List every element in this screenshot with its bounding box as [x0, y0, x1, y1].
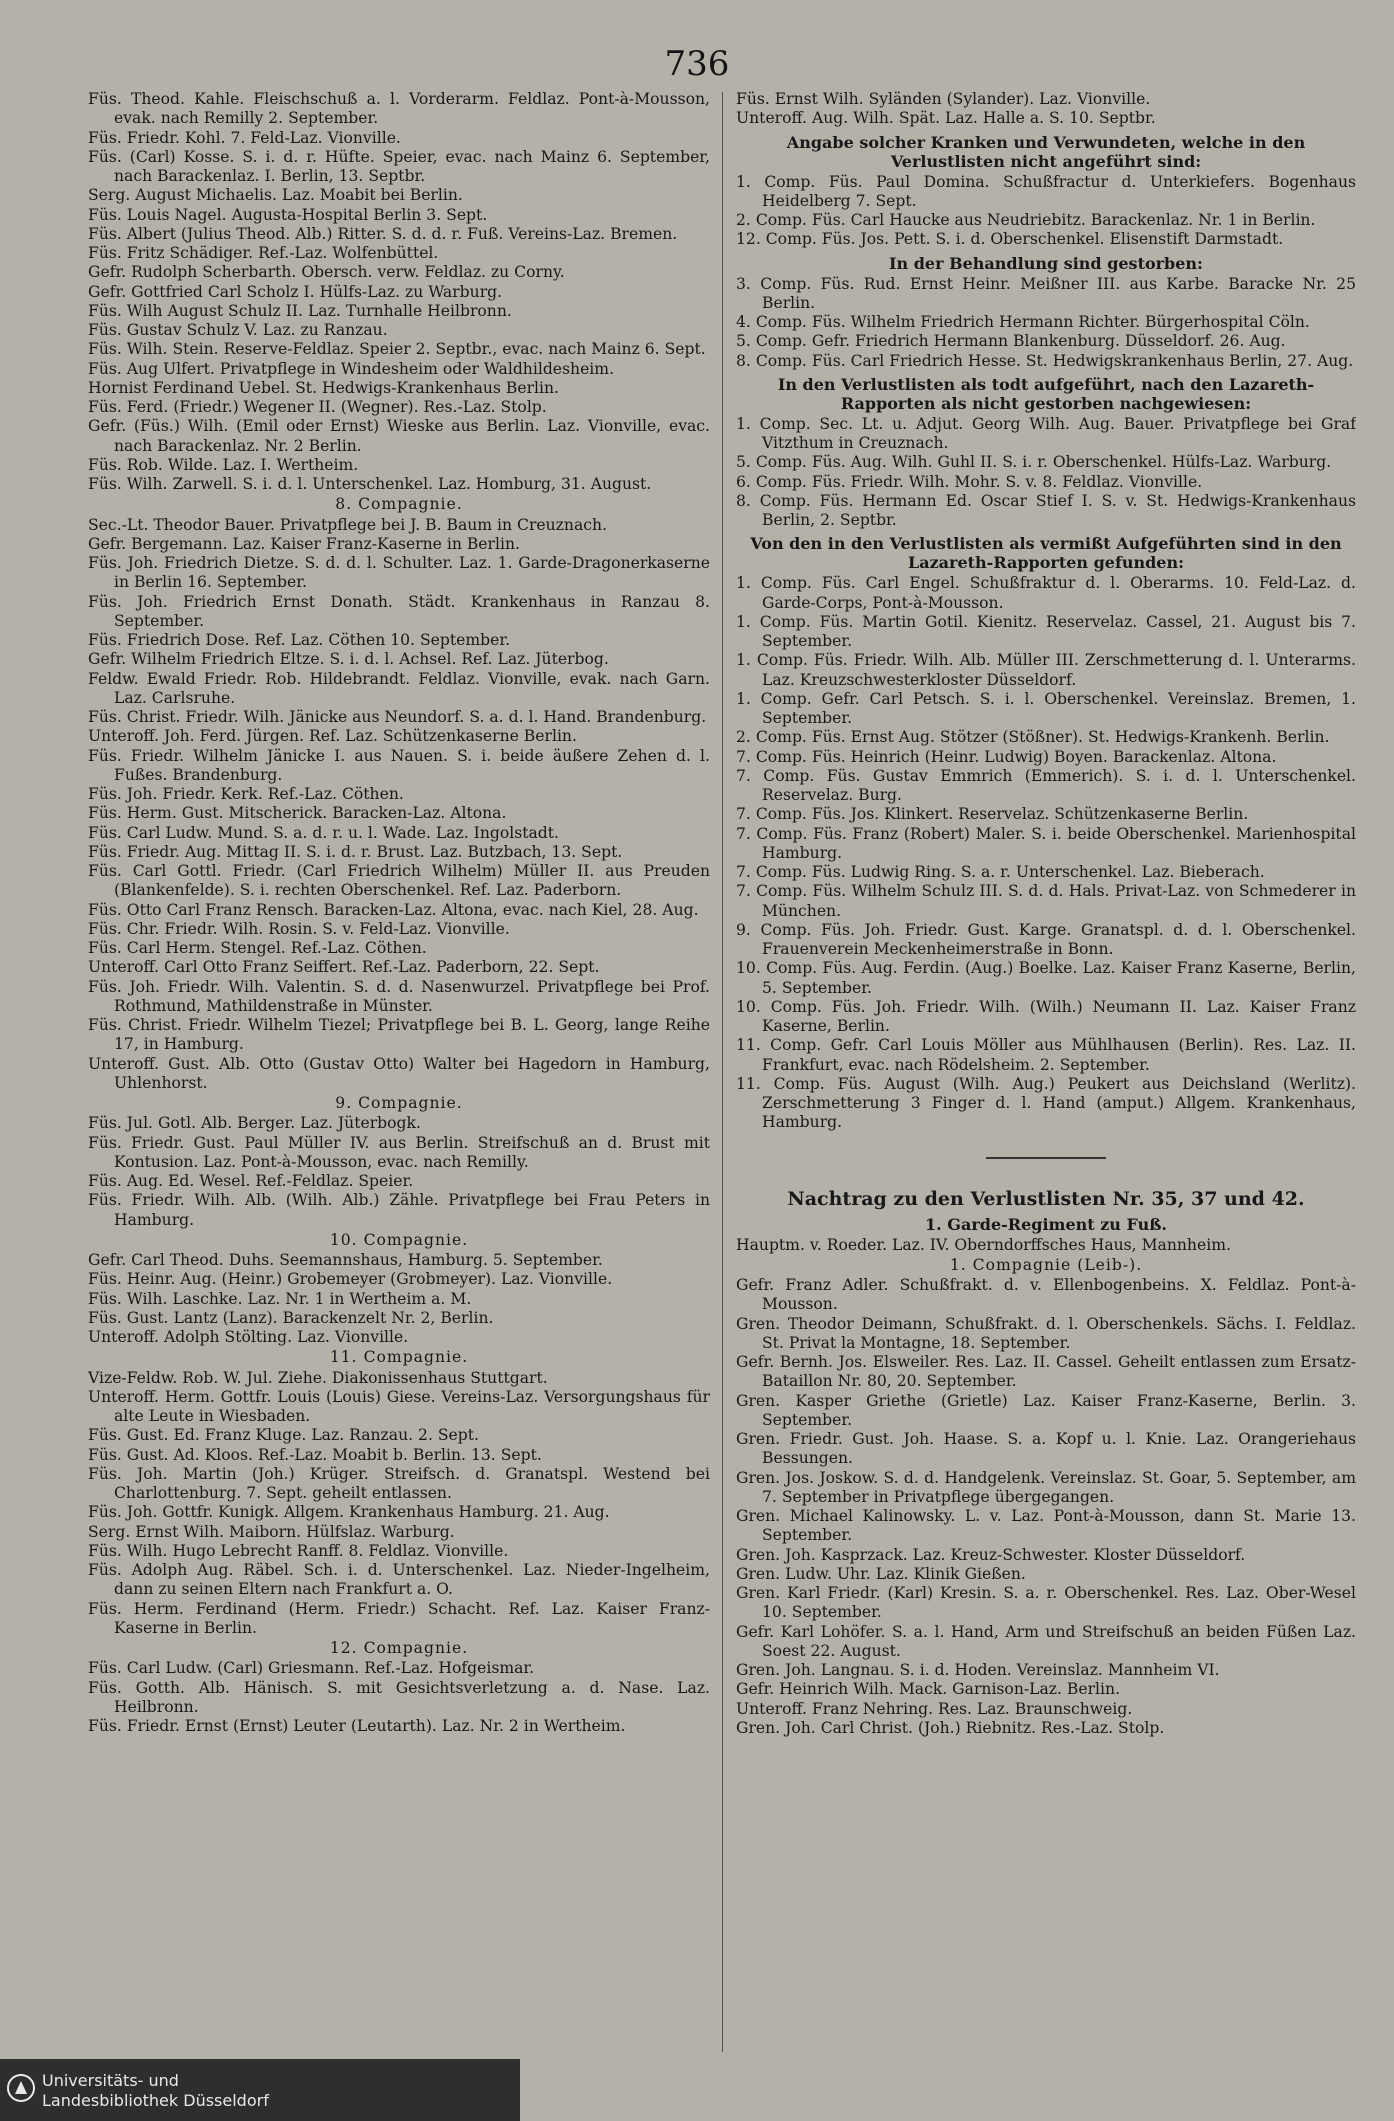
- list-entry: Füs. Gust. Ed. Franz Kluge. Laz. Ranzau. 2. Sept.: [88, 1426, 479, 1445]
- list-entry: Füs. Carl Ludw. Mund. S. a. d. r. u. l. Wade. Laz. Ingolstadt.: [88, 823, 560, 842]
- list-entry: Füs. Gust. Ad. Kloos. Ref.-Laz. Moabit b. Berlin. 13. Sept.: [88, 1445, 542, 1464]
- page-number: 736: [664, 44, 730, 84]
- list-entry: 1. Comp. Füs. Paul Domina. Schußfractur d. Unterkiefers. Bogenhaus Heidelberg 7. Sept.: [736, 172, 1356, 210]
- list-entry: Hornist Ferdinand Uebel. St. Hedwigs-Krankenhaus Berlin.: [88, 378, 560, 397]
- list-entry: 1. Comp. Füs. Martin Gotil. Kienitz. Reservelaz. Cassel, 21. August bis 7. September.: [736, 612, 1356, 650]
- list-entry: 12. Comp. Füs. Jos. Pett. S. i. d. Oberschenkel. Elisenstift Darmstadt.: [736, 230, 1284, 249]
- list-entry: Füs. Adolph Aug. Räbel. Sch. i. d. Unterschenkel. Laz. Nieder-Ingelheim, dann zu seinen Eltern nach Frankfurt a. O.: [88, 1561, 710, 1599]
- list-entry: 1. Comp. Gefr. Carl Petsch. S. i. l. Oberschenkel. Vereinslaz. Bremen, 1. September.: [736, 689, 1356, 727]
- list-entry: Gefr. Bergemann. Laz. Kaiser Franz-Kaserne in Berlin.: [88, 534, 520, 553]
- list-entry: Gren. Karl Friedr. (Karl) Kresin. S. a. r. Oberschenkel. Res. Laz. Ober-Wesel 10. September.: [736, 1584, 1356, 1622]
- list-entry: Unteroff. Gust. Alb. Otto (Gustav Otto) Walter bei Hagedorn in Hamburg, Uhlenhorst.: [88, 1054, 710, 1092]
- list-entry: 2. Comp. Füs. Carl Haucke aus Neudriebitz. Barackenlaz. Nr. 1 in Berlin.: [736, 211, 1316, 229]
- list-entry: 11. Comp. Gefr. Carl Louis Möller aus Mühlhausen (Berlin). Res. Laz. II. Frankfurt, evac. nach Rödelsheim. 2. September.: [736, 1036, 1356, 1074]
- list-entry: Gren. Theodor Deimann, Schußfrakt. d. l. Oberschenkels. Sächs. I. Feldlaz. St. Privat la Montagne, 18. September.: [736, 1314, 1356, 1352]
- list-entry: Gren. Ludw. Uhr. Laz. Klinik Gießen.: [736, 1564, 1026, 1583]
- supplement-heading: Nachtrag zu den Verlustlisten Nr. 35, 37 und 42.: [787, 1187, 1305, 1210]
- list-entry: 7. Comp. Füs. Franz (Robert) Maler. S. i. beide Oberschenkel. Marienhospital Hamburg.: [736, 824, 1356, 862]
- list-entry: 5. Comp. Gefr. Friedrich Hermann Blankenburg. Düsseldorf. 26. Aug.: [736, 332, 1286, 351]
- list-entry: Füs. Albert (Julius Theod. Alb.) Ritter. S. d. d. r. Fuß. Vereins-Laz. Bremen.: [88, 224, 678, 243]
- list-entry: Füs. (Carl) Kosse. S. i. d. r. Hüfte. Speier, evac. nach Mainz 6. September, nach Barackenlaz. I. Berlin, 13. Septbr.: [88, 147, 710, 185]
- list-entry: Füs. Herm. Gust. Mitscherick. Baracken-Laz. Altona.: [88, 804, 507, 823]
- list-entry: 7. Comp. Füs. Ludwig Ring. S. a. r. Unterschenkel. Laz. Bieberach.: [736, 863, 1265, 881]
- list-entry: Füs. Rob. Wilde. Laz. I. Wertheim.: [88, 455, 359, 474]
- footer-line-2: Landesbibliothek Düsseldorf: [42, 2091, 269, 2110]
- list-entry: Füs. Carl Ludw. (Carl) Griesmann. Ref.-Laz. Hofgeismar.: [88, 1659, 535, 1678]
- list-entry: 7. Comp. Füs. Wilhelm Schulz III. S. d. d. Hals. Privat-Laz. von Schmederer in München.: [736, 882, 1356, 920]
- company-heading: 12. Compagnie.: [329, 1639, 469, 1657]
- list-entry: Gren. Michael Kalinowsky. L. v. Laz. Pont-à-Mousson, dann St. Marie 13. September.: [736, 1507, 1356, 1545]
- list-entry: Füs. Gust. Lantz (Lanz). Barackenzelt Nr. 2, Berlin.: [88, 1308, 494, 1327]
- list-entry: Füs. Herm. Ferdinand (Herm. Friedr.) Schacht. Ref. Laz. Kaiser Franz-Kaserne in Berlin.: [88, 1599, 710, 1637]
- list-entry: Füs. Friedr. Aug. Mittag II. S. i. d. r. Brust. Laz. Butzbach, 13. Sept.: [88, 842, 623, 861]
- list-entry: Füs. Joh. Martin (Joh.) Krüger. Streifsch. d. Granatspl. Westend bei Charlottenburg. 7. Sept. geheilt entlassen.: [88, 1464, 710, 1502]
- right-column: [736, 90, 1356, 2051]
- list-entry: Serg. Ernst Wilh. Maiborn. Hülfslaz. Warburg.: [88, 1522, 455, 1541]
- column-divider: [722, 92, 723, 2052]
- list-entry: 3. Comp. Füs. Rud. Ernst Heinr. Meißner III. aus Karbe. Baracke Nr. 25 Berlin.: [736, 274, 1356, 312]
- list-entry: Gefr. Heinrich Wilh. Mack. Garnison-Laz. Berlin.: [736, 1680, 1121, 1699]
- list-entry: Füs. Ernst Wilh. Syländen (Sylander). Laz. Vionville.: [736, 90, 1151, 108]
- list-entry: Gefr. Rudolph Scherbarth. Obersch. verw. Feldlaz. zu Corny.: [88, 263, 565, 282]
- list-entry: Unteroff. Adolph Stölting. Laz. Vionville.: [88, 1328, 409, 1346]
- list-entry: Füs. Wilh. Stein. Reserve-Feldlaz. Speier 2. Septbr., evac. nach Mainz 6. Sept.: [88, 340, 706, 359]
- list-entry: Füs. Wilh. Zarwell. S. i. d. l. Unterschenkel. Laz. Homburg, 31. August.: [88, 475, 652, 493]
- list-entry: Füs. Wilh. Hugo Lebrecht Ranff. 8. Feldlaz. Vionville.: [88, 1541, 509, 1560]
- list-entry: Füs. Carl Herm. Stengel. Ref.-Laz. Cöthen.: [88, 939, 427, 957]
- list-entry: Unteroff. Joh. Ferd. Jürgen. Ref. Laz. Schützenkaserne Berlin.: [88, 727, 577, 746]
- list-entry: Hauptm. v. Roeder. Laz. IV. Oberndorffsches Haus, Mannheim.: [736, 1235, 1231, 1254]
- list-entry: Füs. Theod. Kahle. Fleischschuß a. l. Vorderarm. Feldlaz. Pont-à-Mousson, evak. nach Remilly 2. September.: [88, 90, 710, 128]
- list-entry: 8. Comp. Füs. Carl Friedrich Hesse. St. Hedwigskrankenhaus Berlin, 27. Aug.: [736, 351, 1354, 370]
- list-entry: Serg. August Michaelis. Laz. Moabit bei Berlin.: [88, 186, 463, 205]
- list-entry: Gren. Joh. Langnau. S. i. d. Hoden. Vereinslaz. Mannheim VI.: [736, 1661, 1220, 1679]
- list-entry: Gefr. Franz Adler. Schußfrakt. d. v. Ellenbogenbeins. X. Feldlaz. Pont-à-Mousson.: [736, 1276, 1356, 1314]
- ulb-logo-icon: [6, 2073, 36, 2103]
- footer-line-1: Universitäts- und: [42, 2071, 179, 2090]
- company-heading: 10. Compagnie.: [329, 1230, 469, 1249]
- list-entry: Füs. Friedr. Gust. Paul Müller IV. aus Berlin. Streifschuß an d. Brust mit Kontusion. Laz. Pont-à-Mousson, evac. nach Remilly.: [88, 1133, 710, 1171]
- list-entry: Füs. Wilh August Schulz II. Laz. Turnhalle Heilbronn.: [88, 301, 512, 320]
- list-entry: Füs. Heinr. Aug. (Heinr.) Grobemeyer (Grobmeyer). Laz. Vionville.: [88, 1270, 613, 1289]
- list-entry: 7. Comp. Füs. Gustav Emmrich (Emmerich). S. i. d. l. Unterschenkel. Reservelaz. Burg.: [736, 766, 1356, 804]
- list-entry: Gren. Friedr. Gust. Joh. Haase. S. a. Kopf u. l. Knie. Laz. Orangeriehaus Bessungen.: [736, 1430, 1356, 1468]
- list-entry: Gren. Joh. Kasprzack. Laz. Kreuz-Schwester. Kloster Düsseldorf.: [736, 1545, 1246, 1564]
- list-entry: 10. Comp. Füs. Aug. Ferdin. (Aug.) Boelke. Laz. Kaiser Franz Kaserne, Berlin, 5. September.: [736, 959, 1356, 997]
- list-entry: 4. Comp. Füs. Wilhelm Friedrich Hermann Richter. Bürgerhospital Cöln.: [736, 313, 1310, 331]
- list-entry: Füs. Joh. Friedrich Dietze. S. d. d. l. Schulter. Laz. 1. Garde-Dragonerkaserne in Berlin 16. September.: [88, 554, 710, 592]
- list-entry: Füs. Joh. Friedrich Ernst Donath. Städt. Krankenhaus in Ranzau 8. September.: [88, 592, 710, 630]
- list-entry: Füs. Gotth. Alb. Hänisch. S. mit Gesichtsverletzung a. d. Nase. Laz. Heilbronn.: [88, 1678, 710, 1716]
- list-entry: 1. Comp. Füs. Friedr. Wilh. Alb. Müller III. Zerschmetterung d. l. Unterarms. Laz. Kreuzschwesterkloster Düsseldorf.: [736, 651, 1356, 689]
- list-entry: Füs. Christ. Friedr. Wilhelm Tiezel; Privatpflege bei B. L. Georg, lange Reihe 17, in Hamburg.: [88, 1016, 710, 1054]
- section-heading: Von den in den Verlustlisten als vermißt Aufgeführten sind in den Lazareth-Rapporten gefunden:: [750, 534, 1342, 573]
- list-entry: 10. Comp. Füs. Joh. Friedr. Wilh. (Wilh.) Neumann II. Laz. Kaiser Franz Kaserne, Berlin.: [736, 997, 1356, 1035]
- list-entry: Füs. Joh. Friedr. Kerk. Ref.-Laz. Cöthen.: [88, 785, 404, 803]
- list-entry: Füs. Chr. Friedr. Wilh. Rosin. S. v. Feld-Laz. Vionville.: [88, 919, 510, 938]
- section-heading: In den Verlustlisten als todt aufgeführt, nach den Lazareth-Rapporten als nicht gestorben nachgewiesen:: [777, 374, 1315, 413]
- list-entry: Unteroff. Franz Nehring. Res. Laz. Braunschweig.: [736, 1699, 1133, 1718]
- list-entry: Füs. Joh. Friedr. Wilh. Valentin. S. d. d. Nasenwurzel. Privatpflege bei Prof. Rothmund, Mathildenstraße in Münster.: [88, 977, 710, 1015]
- list-entry: Füs. Wilh. Laschke. Laz. Nr. 1 in Wertheim a. M.: [88, 1289, 472, 1308]
- list-entry: Gefr. Carl Theod. Duhs. Seemannshaus, Hamburg. 5. September.: [88, 1251, 603, 1269]
- left-column: [88, 90, 710, 2051]
- library-footer: [0, 2059, 520, 2121]
- section-separator: [986, 1157, 1106, 1159]
- list-entry: Gefr. Karl Lohöfer. S. a. l. Hand, Arm und Streifschuß an beiden Füßen Laz. Soest 22. August.: [736, 1622, 1356, 1660]
- list-entry: Gefr. Bernh. Jos. Elsweiler. Res. Laz. II. Cassel. Geheilt entlassen zum Ersatz-Bataillon Nr. 80, 20. September.: [736, 1353, 1356, 1391]
- list-entry: Gren. Kasper Griethe (Grietle) Laz. Kaiser Franz-Kaserne, Berlin. 3. September.: [736, 1391, 1356, 1429]
- section-heading: Angabe solcher Kranken und Verwundeten, welche in den Verlustlisten nicht angeführt sind:: [786, 132, 1306, 171]
- section-heading: In der Behandlung sind gestorben:: [889, 253, 1203, 273]
- list-entry: Füs. Friedrich Dose. Ref. Laz. Cöthen 10. September.: [88, 631, 511, 649]
- list-entry: Füs. Aug. Ed. Wesel. Ref.-Feldlaz. Speier.: [88, 1172, 414, 1190]
- list-entry: 9. Comp. Füs. Joh. Friedr. Gust. Karge. Granatspl. d. d. l. Oberschenkel. Frauenverein Meckenheimerstraße in Bonn.: [736, 920, 1356, 958]
- list-entry: Unteroff. Aug. Wilh. Spät. Laz. Halle a. S. 10. Septbr.: [736, 109, 1156, 128]
- list-entry: 8. Comp. Füs. Hermann Ed. Oscar Stief I. S. v. St. Hedwigs-Krankenhaus Berlin, 2. Septbr.: [736, 491, 1356, 529]
- list-entry: Füs. Carl Gottl. Friedr. (Carl Friedrich Wilhelm) Müller II. aus Preuden (Blankenfelde). S. i. rechten Oberschenkel. Ref. Laz. Paderborn.: [88, 862, 710, 900]
- list-entry: Füs. Friedr. Wilh. Alb. (Wilh. Alb.) Zähle. Privatpflege bei Frau Peters in Hamburg.: [88, 1191, 710, 1229]
- list-entry: Füs. Joh. Gottfr. Kunigk. Allgem. Krankenhaus Hamburg. 21. Aug.: [88, 1503, 610, 1522]
- list-entry: Gefr. Wilhelm Friedrich Eltze. S. i. d. l. Achsel. Ref. Laz. Jüterbog.: [88, 650, 609, 669]
- list-entry: 11. Comp. Füs. August (Wilh. Aug.) Peukert aus Deichsland (Werlitz). Zerschmetterung 3 Finger d. l. Hand (amput.) Allgem. Krankenhaus, Hamburg.: [736, 1074, 1356, 1132]
- company-heading: 1. Compagnie (Leib-).: [949, 1255, 1143, 1274]
- list-entry: Sec.-Lt. Theodor Bauer. Privatpflege bei J. B. Baum in Creuznach.: [88, 515, 607, 534]
- list-entry: 1. Comp. Sec. Lt. u. Adjut. Georg Wilh. Aug. Bauer. Privatpflege bei Graf Vitzthum in Creuznach.: [736, 414, 1356, 452]
- list-entry: 7. Comp. Füs. Heinrich (Heinr. Ludwig) Boyen. Barackenlaz. Altona.: [736, 747, 1277, 766]
- list-entry: 6. Comp. Füs. Friedr. Wilh. Mohr. S. v. 8. Feldlaz. Vionville.: [736, 472, 1203, 491]
- list-entry: Feldw. Ewald Friedr. Rob. Hildebrandt. Feldlaz. Vionville, evak. nach Garn. Laz. Carlsruhe.: [88, 669, 710, 707]
- list-entry: Gren. Jos. Joskow. S. d. d. Handgelenk. Vereinslaz. St. Goar, 5. September, am 7. September in Privatpflege übergegangen.: [736, 1468, 1356, 1506]
- list-entry: Füs. Friedr. Wilhelm Jänicke I. aus Nauen. S. i. beide äußere Zehen d. l. Fußes. Brandenburg.: [88, 746, 710, 784]
- list-entry: Gefr. (Füs.) Wilh. (Emil oder Ernst) Wieske aus Berlin. Laz. Vionville, evac. nach Barackenlaz. Nr. 2 Berlin.: [88, 417, 710, 455]
- list-entry: 5. Comp. Füs. Aug. Wilh. Guhl II. S. i. r. Oberschenkel. Hülfs-Laz. Warburg.: [736, 453, 1332, 472]
- list-entry: Füs. Otto Carl Franz Rensch. Baracken-Laz. Altona, evac. nach Kiel, 28. Aug.: [88, 900, 699, 919]
- list-entry: 1. Comp. Füs. Carl Engel. Schußfraktur d. l. Oberarms. 10. Feld-Laz. d. Garde-Corps, Pont-à-Mousson.: [736, 574, 1356, 612]
- section-heading: 1. Garde-Regiment zu Fuß.: [925, 1214, 1167, 1234]
- list-entry: Unteroff. Carl Otto Franz Seiffert. Ref.-Laz. Paderborn, 22. Sept.: [88, 958, 600, 977]
- list-entry: 7. Comp. Füs. Jos. Klinkert. Reservelaz. Schützenkaserne Berlin.: [736, 805, 1249, 824]
- list-entry: Füs. Christ. Friedr. Wilh. Jänicke aus Neundorf. S. a. d. l. Hand. Brandenburg.: [88, 708, 707, 726]
- list-entry: 2. Comp. Füs. Ernst Aug. Stötzer (Stößner). St. Hedwigs-Krankenh. Berlin.: [736, 728, 1330, 747]
- list-entry: Füs. Friedr. Kohl. 7. Feld-Laz. Vionville.: [88, 128, 401, 147]
- list-entry: Füs. Louis Nagel. Augusta-Hospital Berlin 3. Sept.: [88, 205, 488, 224]
- list-entry: Füs. Ferd. (Friedr.) Wegener II. (Wegner). Res.-Laz. Stolp.: [88, 398, 547, 416]
- company-heading: 8. Compagnie.: [335, 495, 463, 514]
- list-entry: Gren. Joh. Carl Christ. (Joh.) Riebnitz. Res.-Laz. Stolp.: [736, 1718, 1165, 1737]
- list-entry: Unteroff. Herm. Gottfr. Louis (Louis) Giese. Vereins-Laz. Versorgungshaus für alte Leute in Wiesbaden.: [88, 1387, 710, 1425]
- company-heading: 9. Compagnie.: [335, 1094, 463, 1112]
- list-entry: Füs. Friedr. Ernst (Ernst) Leuter (Leutarth). Laz. Nr. 2 in Wertheim.: [88, 1717, 626, 1735]
- company-heading: 11. Compagnie.: [329, 1348, 469, 1367]
- list-entry: Füs. Aug Ulfert. Privatpflege in Windesheim oder Waldhildesheim.: [88, 359, 615, 378]
- list-entry: Füs. Gustav Schulz V. Laz. zu Ranzau.: [88, 321, 388, 339]
- list-entry: Füs. Fritz Schädiger. Ref.-Laz. Wolfenbüttel.: [88, 244, 439, 262]
- list-entry: Gefr. Gottfried Carl Scholz I. Hülfs-Laz. zu Warburg.: [88, 282, 503, 301]
- list-entry: Füs. Jul. Gotl. Alb. Berger. Laz. Jüterbogk.: [88, 1114, 421, 1133]
- list-entry: Vize-Feldw. Rob. W. Jul. Ziehe. Diakonissenhaus Stuttgart.: [88, 1368, 548, 1387]
